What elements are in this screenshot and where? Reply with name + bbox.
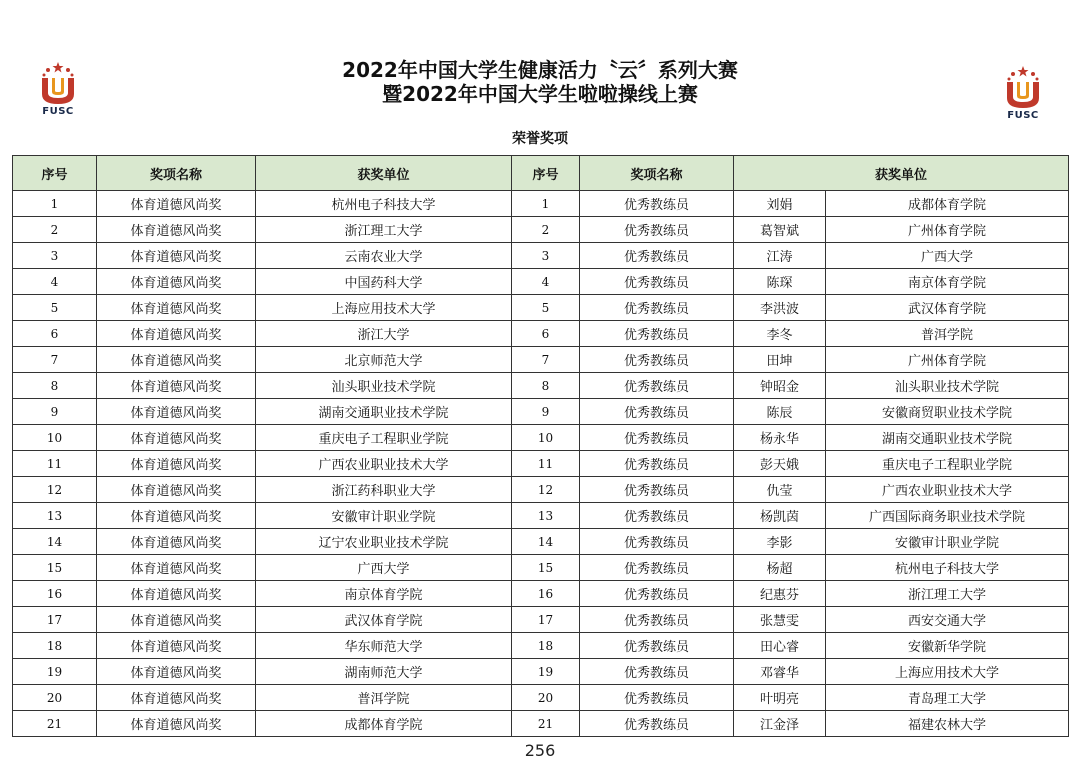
row-award-right: 优秀教练员 xyxy=(580,295,734,321)
row-no-right: 14 xyxy=(512,529,580,555)
row-coach-name: 陈辰 xyxy=(734,399,826,425)
row-no-right: 7 xyxy=(512,347,580,373)
row-award-right: 优秀教练员 xyxy=(580,685,734,711)
row-award-right: 优秀教练员 xyxy=(580,477,734,503)
row-no-right: 13 xyxy=(512,503,580,529)
row-no-left: 16 xyxy=(13,581,97,607)
row-no-left: 10 xyxy=(13,425,97,451)
row-no-left: 14 xyxy=(13,529,97,555)
row-unit-left: 汕头职业技术学院 xyxy=(256,373,512,399)
row-award-left: 体育道德风尚奖 xyxy=(97,347,256,373)
row-unit-right: 成都体育学院 xyxy=(826,191,1069,217)
row-award-left: 体育道德风尚奖 xyxy=(97,607,256,633)
header-unit-right: 获奖单位 xyxy=(734,156,1069,191)
row-no-right: 11 xyxy=(512,451,580,477)
row-award-right: 优秀教练员 xyxy=(580,191,734,217)
table-row xyxy=(13,659,1069,685)
row-unit-left: 成都体育学院 xyxy=(256,711,512,737)
row-award-left: 体育道德风尚奖 xyxy=(97,659,256,685)
row-no-right: 17 xyxy=(512,607,580,633)
row-unit-left: 武汉体育学院 xyxy=(256,607,512,633)
table-row xyxy=(13,633,1069,659)
row-award-right: 优秀教练员 xyxy=(580,321,734,347)
row-no-right: 18 xyxy=(512,633,580,659)
row-unit-left: 广西农业职业技术大学 xyxy=(256,451,512,477)
row-coach-name: 田心睿 xyxy=(734,633,826,659)
row-award-left: 体育道德风尚奖 xyxy=(97,581,256,607)
row-award-right: 优秀教练员 xyxy=(580,373,734,399)
row-unit-right: 广州体育学院 xyxy=(826,217,1069,243)
table-body xyxy=(13,191,1069,737)
row-no-left: 4 xyxy=(13,269,97,295)
row-unit-right: 汕头职业技术学院 xyxy=(826,373,1069,399)
row-unit-left: 华东师范大学 xyxy=(256,633,512,659)
row-unit-right: 广西大学 xyxy=(826,243,1069,269)
row-no-right: 2 xyxy=(512,217,580,243)
table-row xyxy=(13,425,1069,451)
row-unit-right: 广西国际商务职业技术学院 xyxy=(826,503,1069,529)
table-row xyxy=(13,321,1069,347)
table-row xyxy=(13,529,1069,555)
row-award-left: 体育道德风尚奖 xyxy=(97,321,256,347)
row-no-left: 7 xyxy=(13,347,97,373)
row-coach-name: 葛智斌 xyxy=(734,217,826,243)
row-unit-left: 辽宁农业职业技术学院 xyxy=(256,529,512,555)
table-row xyxy=(13,243,1069,269)
row-no-right: 6 xyxy=(512,321,580,347)
row-unit-left: 上海应用技术大学 xyxy=(256,295,512,321)
row-no-right: 3 xyxy=(512,243,580,269)
row-unit-left: 浙江理工大学 xyxy=(256,217,512,243)
row-unit-left: 湖南师范大学 xyxy=(256,659,512,685)
row-no-right: 15 xyxy=(512,555,580,581)
logo-text: FUSC xyxy=(1007,110,1039,121)
row-award-right: 优秀教练员 xyxy=(580,217,734,243)
table-row xyxy=(13,399,1069,425)
row-unit-right: 湖南交通职业技术学院 xyxy=(826,425,1069,451)
row-award-right: 优秀教练员 xyxy=(580,399,734,425)
row-unit-right: 广西农业职业技术大学 xyxy=(826,477,1069,503)
table-row xyxy=(13,581,1069,607)
row-no-left: 8 xyxy=(13,373,97,399)
row-unit-left: 浙江药科职业大学 xyxy=(256,477,512,503)
row-coach-name: 田坤 xyxy=(734,347,826,373)
row-coach-name: 李洪波 xyxy=(734,295,826,321)
row-unit-left: 云南农业大学 xyxy=(256,243,512,269)
row-unit-left: 中国药科大学 xyxy=(256,269,512,295)
table-row xyxy=(13,373,1069,399)
row-award-left: 体育道德风尚奖 xyxy=(97,711,256,737)
row-award-left: 体育道德风尚奖 xyxy=(97,191,256,217)
table-row xyxy=(13,217,1069,243)
row-award-right: 优秀教练员 xyxy=(580,503,734,529)
table-row xyxy=(13,295,1069,321)
row-no-left: 6 xyxy=(13,321,97,347)
row-no-right: 19 xyxy=(512,659,580,685)
row-award-right: 优秀教练员 xyxy=(580,711,734,737)
row-award-right: 优秀教练员 xyxy=(580,529,734,555)
header-unit-left: 获奖单位 xyxy=(256,156,512,191)
row-coach-name: 江涛 xyxy=(734,243,826,269)
row-unit-right: 安徽新华学院 xyxy=(826,633,1069,659)
row-coach-name: 李影 xyxy=(734,529,826,555)
table-row xyxy=(13,555,1069,581)
row-no-right: 10 xyxy=(512,425,580,451)
row-award-left: 体育道德风尚奖 xyxy=(97,399,256,425)
row-award-left: 体育道德风尚奖 xyxy=(97,451,256,477)
table-row xyxy=(13,191,1069,217)
row-no-left: 9 xyxy=(13,399,97,425)
row-no-left: 2 xyxy=(13,217,97,243)
row-coach-name: 江金泽 xyxy=(734,711,826,737)
row-coach-name: 钟昭金 xyxy=(734,373,826,399)
header-award-left: 奖项名称 xyxy=(97,156,256,191)
row-no-right: 21 xyxy=(512,711,580,737)
row-unit-left: 浙江大学 xyxy=(256,321,512,347)
row-award-right: 优秀教练员 xyxy=(580,451,734,477)
row-coach-name: 纪惠芬 xyxy=(734,581,826,607)
row-coach-name: 仇莹 xyxy=(734,477,826,503)
row-coach-name: 李冬 xyxy=(734,321,826,347)
row-coach-name: 张慧雯 xyxy=(734,607,826,633)
row-no-left: 15 xyxy=(13,555,97,581)
table-row xyxy=(13,451,1069,477)
row-no-left: 18 xyxy=(13,633,97,659)
row-award-left: 体育道德风尚奖 xyxy=(97,685,256,711)
row-unit-left: 重庆电子工程职业学院 xyxy=(256,425,512,451)
row-award-left: 体育道德风尚奖 xyxy=(97,373,256,399)
row-award-right: 优秀教练员 xyxy=(580,347,734,373)
row-no-right: 8 xyxy=(512,373,580,399)
row-no-left: 13 xyxy=(13,503,97,529)
table-row xyxy=(13,269,1069,295)
section-subtitle: 荣誉奖项 xyxy=(512,131,568,147)
header-no-right: 序号 xyxy=(512,156,580,191)
row-coach-name: 陈琛 xyxy=(734,269,826,295)
table-row xyxy=(13,503,1069,529)
row-unit-left: 北京师范大学 xyxy=(256,347,512,373)
row-unit-right: 安徽商贸职业技术学院 xyxy=(826,399,1069,425)
row-award-left: 体育道德风尚奖 xyxy=(97,269,256,295)
row-unit-right: 青岛理工大学 xyxy=(826,685,1069,711)
table-row xyxy=(13,685,1069,711)
row-award-left: 体育道德风尚奖 xyxy=(97,503,256,529)
row-award-left: 体育道德风尚奖 xyxy=(97,243,256,269)
row-no-left: 19 xyxy=(13,659,97,685)
row-award-left: 体育道德风尚奖 xyxy=(97,477,256,503)
row-no-left: 1 xyxy=(13,191,97,217)
row-coach-name: 彭天娥 xyxy=(734,451,826,477)
row-award-left: 体育道德风尚奖 xyxy=(97,425,256,451)
row-award-right: 优秀教练员 xyxy=(580,633,734,659)
row-award-right: 优秀教练员 xyxy=(580,581,734,607)
row-no-left: 3 xyxy=(13,243,97,269)
page-title-line1: 2022年中国大学生健康活力〝云〞系列大赛 xyxy=(342,58,738,82)
row-coach-name: 刘娟 xyxy=(734,191,826,217)
row-unit-right: 上海应用技术大学 xyxy=(826,659,1069,685)
row-unit-right: 福建农林大学 xyxy=(826,711,1069,737)
row-coach-name: 邓睿华 xyxy=(734,659,826,685)
row-no-right: 1 xyxy=(512,191,580,217)
row-award-left: 体育道德风尚奖 xyxy=(97,529,256,555)
row-no-right: 20 xyxy=(512,685,580,711)
row-unit-left: 杭州电子科技大学 xyxy=(256,191,512,217)
row-award-right: 优秀教练员 xyxy=(580,425,734,451)
page-title-line2: 暨2022年中国大学生啦啦操线上赛 xyxy=(382,82,698,106)
row-award-right: 优秀教练员 xyxy=(580,243,734,269)
table-header-row xyxy=(13,156,1069,191)
row-unit-right: 广州体育学院 xyxy=(826,347,1069,373)
header-award-right: 奖项名称 xyxy=(580,156,734,191)
row-unit-left: 广西大学 xyxy=(256,555,512,581)
row-unit-right: 西安交通大学 xyxy=(826,607,1069,633)
row-no-right: 12 xyxy=(512,477,580,503)
row-coach-name: 杨凯茵 xyxy=(734,503,826,529)
row-unit-left: 安徽审计职业学院 xyxy=(256,503,512,529)
table-row xyxy=(13,477,1069,503)
table-row xyxy=(13,711,1069,737)
row-no-right: 5 xyxy=(512,295,580,321)
row-award-left: 体育道德风尚奖 xyxy=(97,295,256,321)
honor-awards-table xyxy=(12,155,1069,737)
row-award-right: 优秀教练员 xyxy=(580,607,734,633)
row-no-left: 12 xyxy=(13,477,97,503)
row-unit-right: 重庆电子工程职业学院 xyxy=(826,451,1069,477)
row-coach-name: 杨永华 xyxy=(734,425,826,451)
row-award-left: 体育道德风尚奖 xyxy=(97,217,256,243)
logo-text: FUSC xyxy=(42,106,74,117)
row-no-right: 16 xyxy=(512,581,580,607)
row-unit-left: 普洱学院 xyxy=(256,685,512,711)
row-unit-right: 武汉体育学院 xyxy=(826,295,1069,321)
table-row xyxy=(13,347,1069,373)
header-no-left: 序号 xyxy=(13,156,97,191)
row-unit-left: 湖南交通职业技术学院 xyxy=(256,399,512,425)
row-award-left: 体育道德风尚奖 xyxy=(97,633,256,659)
page-number: 256 xyxy=(524,741,556,760)
table-row xyxy=(13,607,1069,633)
row-award-right: 优秀教练员 xyxy=(580,269,734,295)
row-no-right: 9 xyxy=(512,399,580,425)
row-unit-right: 南京体育学院 xyxy=(826,269,1069,295)
row-no-right: 4 xyxy=(512,269,580,295)
row-no-left: 17 xyxy=(13,607,97,633)
row-award-right: 优秀教练员 xyxy=(580,555,734,581)
row-coach-name: 杨超 xyxy=(734,555,826,581)
row-no-left: 20 xyxy=(13,685,97,711)
row-unit-right: 普洱学院 xyxy=(826,321,1069,347)
row-coach-name: 叶明亮 xyxy=(734,685,826,711)
row-unit-right: 安徽审计职业学院 xyxy=(826,529,1069,555)
row-unit-right: 杭州电子科技大学 xyxy=(826,555,1069,581)
row-unit-left: 南京体育学院 xyxy=(256,581,512,607)
row-unit-right: 浙江理工大学 xyxy=(826,581,1069,607)
row-no-left: 21 xyxy=(13,711,97,737)
row-award-right: 优秀教练员 xyxy=(580,659,734,685)
row-no-left: 11 xyxy=(13,451,97,477)
row-award-left: 体育道德风尚奖 xyxy=(97,555,256,581)
row-no-left: 5 xyxy=(13,295,97,321)
